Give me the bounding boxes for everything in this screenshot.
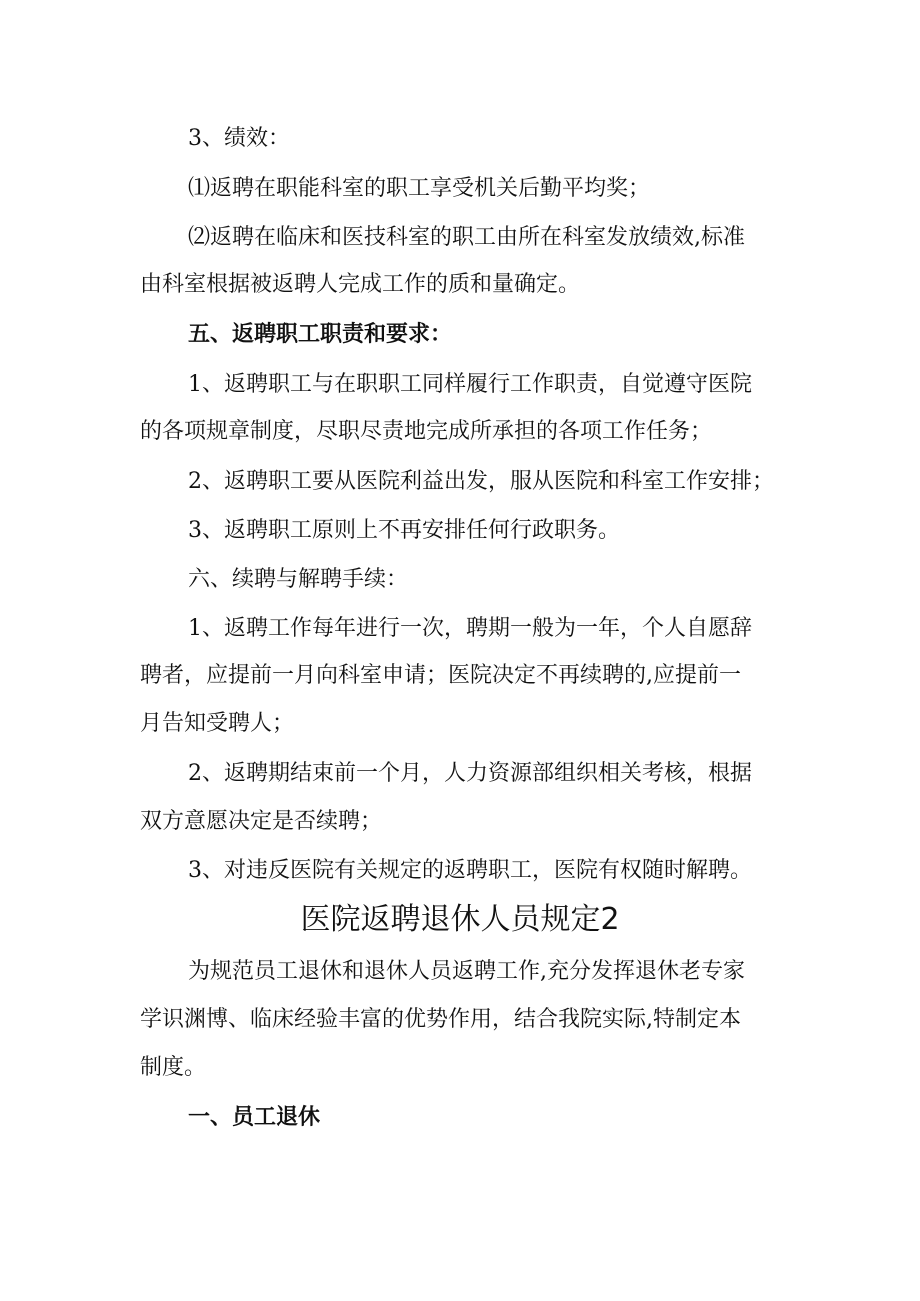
section6-paragraph-1-line-2: 聘者，应提前一月向科室申请；医院决定不再续聘的,应提前一 <box>140 663 741 688</box>
section5-paragraph-2: 2、返聘职工要从医院利益出发，服从医院和科室工作安排； <box>188 469 774 494</box>
document-title: 医院返聘退休人员规定2 <box>300 902 620 937</box>
item3-paragraph-1: ⑴返聘在职能科室的职工享受机关后勤平均奖； <box>188 176 651 201</box>
section6-paragraph-2-line-2: 双方意愿决定是否续聘； <box>140 809 383 834</box>
intro-line-2: 学识渊博、临床经验丰富的优势作用，结合我院实际,特制定本 <box>140 1007 741 1032</box>
section5-heading: 五、返聘职工职责和要求： <box>188 322 453 347</box>
intro-line-3: 制度。 <box>140 1055 207 1080</box>
section5-paragraph-3: 3、返聘职工原则上不再安排任何行政职务。 <box>188 518 620 543</box>
section6-paragraph-1-line-1: 1、返聘工作每年进行一次，聘期一般为一年，个人自愿辞 <box>188 616 752 641</box>
section5-paragraph-1-line-1: 1、返聘职工与在职职工同样履行工作职责，自觉遵守医院 <box>188 372 752 397</box>
section6-paragraph-3: 3、对违反医院有关规定的返聘职工，医院有权随时解聘。 <box>188 858 752 883</box>
item3-paragraph-2-line-2: 由科室根据被返聘人完成工作的质和量确定。 <box>140 272 581 297</box>
section1-heading: 一、员工退休 <box>188 1105 321 1130</box>
section5-paragraph-1-line-2: 的各项规章制度，尽职尽责地完成所承担的各项工作任务； <box>140 419 713 444</box>
section6-paragraph-2-line-1: 2、返聘期结束前一个月，人力资源部组织相关考核，根据 <box>188 761 752 786</box>
item3-paragraph-2-line-1: ⑵返聘在临床和医技科室的职工由所在科室发放绩效,标准 <box>188 225 745 250</box>
intro-line-1: 为规范员工退休和退休人员返聘工作,充分发挥退休老专家 <box>188 959 745 984</box>
section6-paragraph-1-line-3: 月告知受聘人； <box>140 711 295 736</box>
item3-heading: 3、绩效： <box>188 126 290 151</box>
section6-heading: 六、续聘与解聘手续： <box>188 567 409 592</box>
